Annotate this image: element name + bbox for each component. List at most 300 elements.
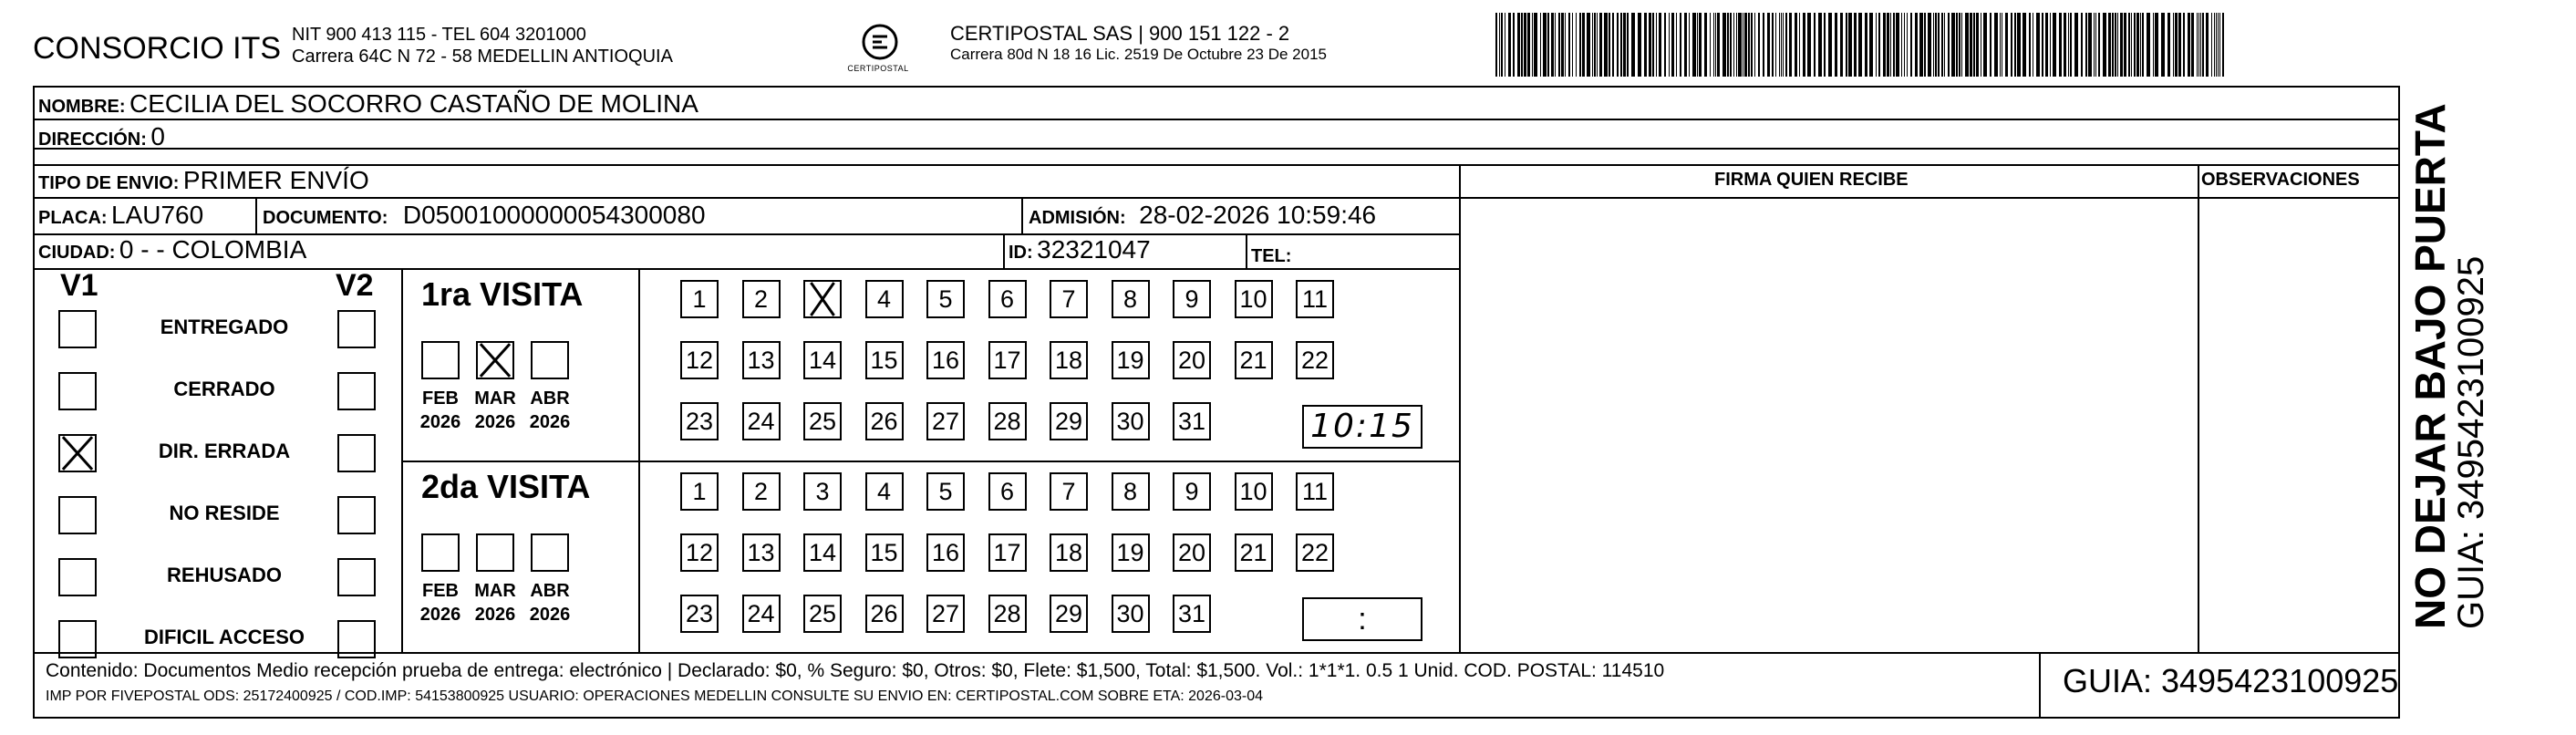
- barcode-bar: [1689, 13, 1690, 77]
- barcode-bar: [1896, 13, 1899, 77]
- status-option-label: CERRADO: [173, 378, 275, 400]
- barcode-bar: [1924, 13, 1926, 77]
- barcode-bar: [1869, 13, 1873, 77]
- barcode-bar: [1649, 13, 1651, 77]
- certipostal-logo-icon: [857, 20, 903, 66]
- barcode-bar: [1543, 13, 1547, 77]
- nombre-row: [38, 89, 698, 119]
- month-name: ABR: [530, 581, 570, 601]
- day-13-box[interactable]: 13: [742, 533, 781, 572]
- barcode-bar: [2140, 13, 2141, 77]
- barcode-bar: [1517, 13, 1520, 77]
- month-year: 2026: [419, 412, 461, 432]
- barcode-bar: [1576, 13, 1577, 77]
- barcode-bar: [2142, 13, 2144, 77]
- month-checkbox[interactable]: [531, 533, 569, 572]
- barcode-bar: [1527, 13, 1530, 77]
- day-14-box[interactable]: 14: [803, 341, 842, 379]
- barcode-bar: [2103, 13, 2106, 77]
- barcode-bar: [1814, 13, 1816, 77]
- barcode-bar: [2098, 13, 2100, 77]
- day-30-box[interactable]: 30: [1112, 402, 1150, 440]
- day-12-box[interactable]: 12: [680, 533, 719, 572]
- barcode-bar: [1767, 13, 1770, 77]
- footer-imp-info: IMP POR FIVEPOSTAL ODS: 25172400925 / COD.IMP: 54153800925 USUARIO: OPERACIONES MEDELLIN CONSULTE SU ENVIO EN: CERTIPOSTAL.COM SOBRE ETA: 2026-03-04: [46, 688, 1263, 704]
- day-21-box[interactable]: 21: [1235, 341, 1273, 379]
- barcode-bar: [1840, 13, 1843, 77]
- barcode-bar: [1803, 13, 1805, 77]
- barcode-bar: [1904, 13, 1905, 77]
- barcode-bar: [1664, 13, 1666, 77]
- day-25-box[interactable]: 25: [803, 402, 842, 440]
- day-9-box[interactable]: 9: [1173, 472, 1211, 511]
- barcode-bar: [1928, 13, 1931, 77]
- barcode-bar: [1730, 13, 1732, 77]
- barcode-bar: [1495, 13, 1497, 77]
- month-year: 2026: [529, 412, 571, 432]
- certipostal-logo-text: CERTIPOSTAL: [847, 64, 909, 73]
- placa-cell: [38, 201, 203, 230]
- status-option-label: REHUSADO: [167, 564, 282, 586]
- barcode-bar: [1680, 13, 1681, 77]
- day-29-box[interactable]: 29: [1050, 595, 1088, 633]
- barcode-bar: [1638, 13, 1641, 77]
- barcode-bar: [1941, 13, 1943, 77]
- day-5-box[interactable]: 5: [926, 472, 965, 511]
- barcode-bar: [2178, 13, 2181, 77]
- barcode-bar: [1763, 13, 1764, 77]
- side-vertical-text: [2407, 103, 2489, 629]
- day-29-box[interactable]: 29: [1050, 402, 1088, 440]
- day-27-box[interactable]: 27: [926, 402, 965, 440]
- barcode-bar: [2134, 13, 2136, 77]
- barcode-icon: [1495, 13, 2225, 77]
- barcode-bar: [1751, 13, 1753, 77]
- day-23-box[interactable]: 23: [680, 402, 719, 440]
- barcode-bar: [1697, 13, 1698, 77]
- barcode-bar: [1858, 13, 1862, 77]
- barcode-bar: [2153, 13, 2154, 77]
- barcode-bar: [1775, 13, 1776, 77]
- tipo-envio-value: PRIMER ENVÍO: [182, 166, 369, 194]
- barcode-bar: [1910, 13, 1912, 77]
- day-25-box[interactable]: 25: [803, 595, 842, 633]
- barcode-bar: [2173, 13, 2174, 77]
- day-1-box[interactable]: 1: [680, 472, 719, 511]
- day-7-box[interactable]: 7: [1050, 472, 1088, 511]
- day-6-box[interactable]: 6: [988, 280, 1027, 318]
- barcode-bar: [2218, 13, 2219, 77]
- barcode-bar: [1684, 13, 1687, 77]
- month-label: [522, 579, 577, 626]
- day-6-box[interactable]: 6: [988, 472, 1027, 511]
- barcode-bar: [1890, 13, 1891, 77]
- month-name: MAR: [474, 581, 516, 601]
- barcode-bar: [1623, 13, 1626, 77]
- barcode-bar: [1513, 13, 1515, 77]
- company-contact: [292, 24, 673, 67]
- documento-value: D05001000000054300080: [402, 201, 706, 229]
- id-value: 32321047: [1037, 235, 1151, 264]
- status-option-label: ENTREGADO: [160, 316, 289, 338]
- v1-checkbox[interactable]: [58, 372, 97, 410]
- day-18-box[interactable]: 18: [1050, 533, 1088, 572]
- company-nit-tel: NIT 900 413 115 - TEL 604 3201000: [292, 25, 586, 45]
- barcode-bar: [1876, 13, 1877, 77]
- day-14-box[interactable]: 14: [803, 533, 842, 572]
- firma-header: FIRMA QUIEN RECIBE: [1714, 170, 1909, 190]
- barcode-bar: [1865, 13, 1867, 77]
- barcode-bar: [2161, 13, 2165, 77]
- v1-checkbox[interactable]: [58, 310, 97, 348]
- barcode-bar: [1933, 13, 1934, 77]
- barcode-bar: [2011, 13, 2012, 77]
- month-label: [468, 387, 522, 434]
- barcode-bar: [1521, 13, 1523, 77]
- barcode-bar: [1501, 13, 1503, 77]
- barcode-bar: [1594, 13, 1596, 77]
- v2-checkbox[interactable]: [337, 496, 376, 534]
- barcode-bar: [1727, 13, 1729, 77]
- day-1-box[interactable]: 1: [680, 280, 719, 318]
- barcode-bar: [1907, 13, 1908, 77]
- day-26-box[interactable]: 26: [865, 402, 904, 440]
- day-3-box[interactable]: [803, 280, 842, 318]
- barcode-bar: [2081, 13, 2083, 77]
- barcode-bar: [1990, 13, 1991, 77]
- barcode-bar: [1983, 13, 1987, 77]
- barcode-bar: [2131, 13, 2132, 77]
- v1-checkbox[interactable]: [58, 620, 97, 658]
- barcode-bar: [1961, 13, 1962, 77]
- barcode-bar: [2124, 13, 2126, 77]
- barcode-bar: [1915, 13, 1918, 77]
- barcode-bar: [1754, 13, 1755, 77]
- footer-guia: GUIA: 3495423100925: [2063, 662, 2399, 699]
- direccion-row: [38, 122, 165, 151]
- v2-checkbox[interactable]: [337, 434, 376, 472]
- barcode-bar: [1781, 13, 1782, 77]
- day-7-box[interactable]: 7: [1050, 280, 1088, 318]
- month-checkbox[interactable]: [531, 341, 569, 379]
- barcode-bar: [1965, 13, 1969, 77]
- barcode-bar: [1669, 13, 1670, 77]
- barcode-bar: [1671, 13, 1674, 77]
- barcode-bar: [1699, 13, 1702, 77]
- barcode-bar: [1818, 13, 1822, 77]
- day-2-box[interactable]: 2: [742, 472, 781, 511]
- day-16-box[interactable]: 16: [926, 533, 965, 572]
- status-option-label: NO RESIDE: [169, 502, 280, 524]
- barcode-bar: [1499, 13, 1500, 77]
- barcode-bar: [2128, 13, 2130, 77]
- id-cell: [1009, 235, 1151, 264]
- day-20-box[interactable]: 20: [1173, 341, 1211, 379]
- visit-title: 1ra VISITA: [421, 275, 584, 313]
- barcode-bar: [1656, 13, 1657, 77]
- month-name: ABR: [530, 388, 570, 409]
- barcode-bar: [1959, 13, 1960, 77]
- day-28-box[interactable]: 28: [988, 595, 1027, 633]
- documento-cell: [263, 201, 706, 230]
- month-name: FEB: [422, 388, 459, 409]
- day-18-box[interactable]: 18: [1050, 341, 1088, 379]
- barcode-bar: [2120, 13, 2123, 77]
- tel-label: TEL:: [1251, 246, 1292, 266]
- barcode-bar: [1524, 13, 1526, 77]
- day-23-box[interactable]: 23: [680, 595, 719, 633]
- barcode-bar: [1901, 13, 1902, 77]
- day-4-box[interactable]: 4: [865, 472, 904, 511]
- barcode-bar: [1547, 13, 1549, 77]
- day-19-box[interactable]: 19: [1112, 341, 1150, 379]
- v2-checkbox[interactable]: [337, 558, 376, 596]
- status-option-label: DIR. ERRADA: [158, 440, 291, 462]
- day-9-box[interactable]: 9: [1173, 280, 1211, 318]
- day-24-box[interactable]: 24: [742, 402, 781, 440]
- barcode-bar: [2211, 13, 2212, 77]
- barcode-bar: [2095, 13, 2096, 77]
- day-17-box[interactable]: 17: [988, 533, 1027, 572]
- barcode-bar: [1748, 13, 1750, 77]
- documento-label: DOCUMENTO:: [263, 208, 388, 228]
- barcode-bar: [1785, 13, 1787, 77]
- day-16-box[interactable]: 16: [926, 341, 965, 379]
- month-year: 2026: [419, 605, 461, 625]
- barcode-bar: [1620, 13, 1622, 77]
- barcode-bar: [1935, 13, 1937, 77]
- barcode-bar: [2050, 13, 2051, 77]
- day-8-box[interactable]: 8: [1112, 280, 1150, 318]
- day-22-box[interactable]: 22: [1296, 341, 1334, 379]
- day-2-box[interactable]: 2: [742, 280, 781, 318]
- barcode-bar: [1710, 13, 1711, 77]
- barcode-bar: [2198, 13, 2199, 77]
- tel-cell: [1251, 239, 1291, 268]
- v2-checkbox[interactable]: [337, 620, 376, 658]
- ciudad-cell: [38, 235, 306, 264]
- barcode-bar: [1508, 13, 1511, 77]
- barcode-bar: [2085, 13, 2087, 77]
- day-4-box[interactable]: 4: [865, 280, 904, 318]
- side-guia: GUIA: 3495423100925: [2451, 255, 2491, 629]
- certipostal-line2: Carrera 80d N 18 16 Lic. 2519 De Octubre 23 De 2015: [950, 46, 1327, 63]
- barcode-bar: [1612, 13, 1614, 77]
- v1-label: V1: [60, 268, 98, 303]
- observaciones-header: OBSERVACIONES: [2201, 170, 2360, 190]
- barcode-bar: [1779, 13, 1780, 77]
- direccion-value: 0: [150, 122, 165, 150]
- barcode-bar: [1772, 13, 1774, 77]
- v2-checkbox[interactable]: [337, 310, 376, 348]
- barcode-bar: [1848, 13, 1852, 77]
- nombre-label: NOMBRE:: [38, 97, 126, 117]
- barcode-bar: [1893, 13, 1895, 77]
- certipostal-line1: CERTIPOSTAL SAS | 900 151 122 - 2: [950, 22, 1290, 45]
- day-11-box[interactable]: 11: [1296, 472, 1334, 511]
- certipostal-info: [950, 22, 1327, 64]
- admision-value: 28-02-2026 10:59:46: [1139, 201, 1377, 229]
- barcode-bar: [2188, 13, 2190, 77]
- barcode-bar: [2000, 13, 2001, 77]
- placa-value: LAU760: [111, 201, 204, 229]
- barcode-bar: [1540, 13, 1541, 77]
- side-warning: NO DEJAR BAJO PUERTA: [2406, 103, 2454, 629]
- barcode-bar: [1579, 13, 1581, 77]
- v1-checkbox[interactable]: [58, 496, 97, 534]
- footer-content: Contenido: Documentos Medio recepción prueba de entrega: electrónico | Declarado: $0, % Seguro: $0, Otros: $0, Flete: $1,500, Total: $1,500. Vol.: 1*1*1. 0.5 1 Unid. COD. POSTAL: 114510: [46, 660, 1665, 681]
- barcode-bar: [1592, 13, 1593, 77]
- barcode-bar: [1878, 13, 1880, 77]
- barcode-bar: [1609, 13, 1610, 77]
- nombre-value: CECILIA DEL SOCORRO CASTAÑO DE MOLINA: [129, 89, 698, 118]
- barcode-bar: [1599, 13, 1602, 77]
- v1-checkbox[interactable]: [58, 558, 97, 596]
- day-31-box[interactable]: 31: [1173, 595, 1211, 633]
- barcode-bar: [1758, 13, 1760, 77]
- barcode-bar: [1723, 13, 1726, 77]
- month-year: 2026: [529, 605, 571, 625]
- barcode-bar: [1828, 13, 1832, 77]
- day-30-box[interactable]: 30: [1112, 595, 1150, 633]
- month-checkbox[interactable]: [476, 533, 514, 572]
- day-31-box[interactable]: 31: [1173, 402, 1211, 440]
- visit-time-box[interactable]: 10:15: [1302, 405, 1422, 449]
- barcode-bar: [1692, 13, 1696, 77]
- month-checkbox[interactable]: [421, 341, 460, 379]
- barcode-bar: [1948, 13, 1950, 77]
- barcode-bar: [1738, 13, 1742, 77]
- month-name: FEB: [422, 581, 459, 601]
- day-8-box[interactable]: 8: [1112, 472, 1150, 511]
- barcode-bar: [2059, 13, 2062, 77]
- barcode-bar: [1846, 13, 1847, 77]
- day-15-box[interactable]: 15: [865, 533, 904, 572]
- barcode-bar: [2136, 13, 2139, 77]
- barcode-bar: [1919, 13, 1923, 77]
- barcode-bar: [2191, 13, 2194, 77]
- barcode-bar: [1644, 13, 1647, 77]
- barcode-bar: [2167, 13, 2170, 77]
- day-12-box[interactable]: 12: [680, 341, 719, 379]
- admision-cell: [1029, 201, 1376, 230]
- barcode-bar: [1532, 13, 1533, 77]
- visit-title: 2da VISITA: [421, 468, 591, 505]
- barcode-bar: [1789, 13, 1792, 77]
- month-name: MAR: [474, 388, 516, 409]
- barcode-bar: [1704, 13, 1707, 77]
- barcode-bar: [2200, 13, 2201, 77]
- day-20-box[interactable]: 20: [1173, 533, 1211, 572]
- barcode-bar: [1938, 13, 1940, 77]
- day-10-box[interactable]: 10: [1235, 280, 1273, 318]
- day-22-box[interactable]: 22: [1296, 533, 1334, 572]
- company-address: Carrera 64C N 72 - 58 MEDELLIN ANTIOQUIA: [292, 47, 673, 67]
- month-year: 2026: [474, 605, 516, 625]
- day-10-box[interactable]: 10: [1235, 472, 1273, 511]
- month-label: [468, 579, 522, 626]
- barcode-bar: [2216, 13, 2217, 77]
- barcode-bar: [1568, 13, 1570, 77]
- barcode-bar: [1597, 13, 1598, 77]
- barcode-bar: [1717, 13, 1720, 77]
- barcode-bar: [2214, 13, 2215, 77]
- v2-checkbox[interactable]: [337, 372, 376, 410]
- barcode-bar: [1976, 13, 1979, 77]
- barcode-bar: [2070, 13, 2072, 77]
- day-15-box[interactable]: 15: [865, 341, 904, 379]
- barcode-bar: [1744, 13, 1747, 77]
- barcode-bar: [2222, 13, 2224, 77]
- barcode-bar: [1799, 13, 1800, 77]
- visit-time-box[interactable]: :: [1302, 597, 1422, 641]
- day-21-box[interactable]: 21: [1235, 533, 1273, 572]
- barcode-bar: [1558, 13, 1560, 77]
- barcode-bar: [2014, 13, 2016, 77]
- barcode-bar: [2219, 13, 2220, 77]
- day-27-box[interactable]: 27: [926, 595, 965, 633]
- barcode-bar: [1627, 13, 1629, 77]
- barcode-bar: [1883, 13, 1886, 77]
- barcode-bar: [2115, 13, 2116, 77]
- day-3-box[interactable]: 3: [803, 472, 842, 511]
- barcode-bar: [2045, 13, 2048, 77]
- barcode-bar: [1652, 13, 1654, 77]
- barcode-bar: [1551, 13, 1554, 77]
- status-option-label: DIFICIL ACCESO: [143, 626, 305, 648]
- barcode-bar: [1565, 13, 1566, 77]
- month-checkbox[interactable]: [476, 341, 514, 379]
- barcode-bar: [1944, 13, 1945, 77]
- barcode-bar: [2036, 13, 2040, 77]
- day-13-box[interactable]: 13: [742, 341, 781, 379]
- barcode-bar: [1572, 13, 1573, 77]
- v1-checkbox[interactable]: [58, 434, 97, 472]
- barcode-bar: [2023, 13, 2026, 77]
- barcode-bar: [2029, 13, 2031, 77]
- barcode-bar: [2088, 13, 2092, 77]
- barcode-bar: [1973, 13, 1975, 77]
- day-17-box[interactable]: 17: [988, 341, 1027, 379]
- v2-label: V2: [336, 268, 374, 303]
- barcode-bar: [2147, 13, 2150, 77]
- day-19-box[interactable]: 19: [1112, 533, 1150, 572]
- day-5-box[interactable]: 5: [926, 280, 965, 318]
- barcode-bar: [2064, 13, 2066, 77]
- day-26-box[interactable]: 26: [865, 595, 904, 633]
- day-11-box[interactable]: 11: [1296, 280, 1334, 318]
- month-checkbox[interactable]: [421, 533, 460, 572]
- barcode-bar: [1951, 13, 1955, 77]
- barcode-bar: [2005, 13, 2008, 77]
- barcode-bar: [1824, 13, 1826, 77]
- day-28-box[interactable]: 28: [988, 402, 1027, 440]
- barcode-bar: [2094, 13, 2095, 77]
- id-label: ID:: [1009, 243, 1033, 263]
- barcode-bar: [2112, 13, 2114, 77]
- admision-label: ADMISIÓN:: [1029, 208, 1126, 228]
- barcode-bar: [2206, 13, 2209, 77]
- month-label: [413, 579, 468, 626]
- day-24-box[interactable]: 24: [742, 595, 781, 633]
- barcode-bar: [1854, 13, 1857, 77]
- month-label: [522, 387, 577, 434]
- barcode-bar: [1582, 13, 1585, 77]
- barcode-bar: [1555, 13, 1556, 77]
- barcode-bar: [2183, 13, 2185, 77]
- barcode-bar: [1783, 13, 1784, 77]
- barcode-bar: [2068, 13, 2069, 77]
